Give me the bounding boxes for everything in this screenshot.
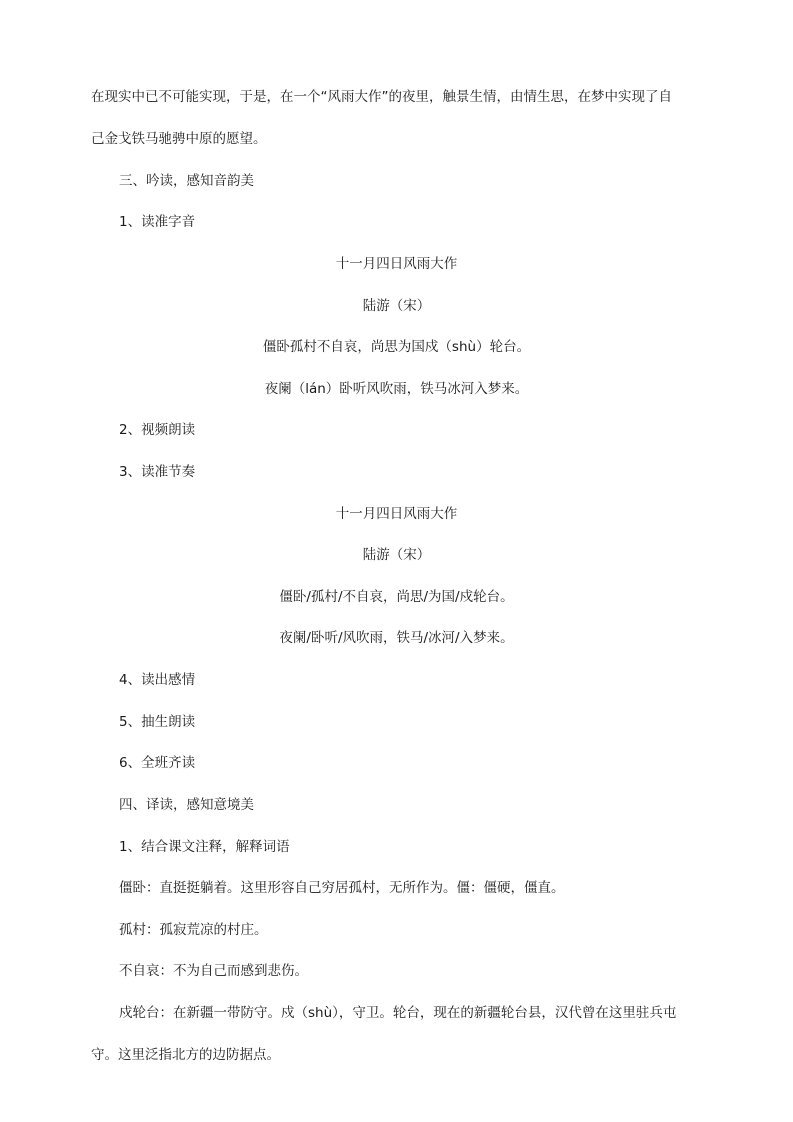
intro-paragraph-line-1: 在现实中已不可能实现，于是，在一个“风雨大作”的夜里，触景生情，由情生思，在梦中实现了自 bbox=[91, 89, 672, 105]
section-3-heading: 三、吟读，感知音韵美 bbox=[119, 173, 254, 189]
definition-2: 孤村：孤寂荒凉的村庄。 bbox=[119, 922, 268, 938]
section-3-item-5: 5、抽生朗读 bbox=[119, 714, 196, 730]
poem-1-line-2: 夜阑（lán）卧听风吹雨，铁马冰河入梦来。 bbox=[264, 381, 529, 397]
poem-2-author: 陆游（宋） bbox=[362, 547, 431, 563]
poem-2-title: 十一月四日风雨大作 bbox=[335, 506, 458, 522]
definition-1: 僵卧：直挺挺躺着。这里形容自己穷居孤村，无所作为。僵：僵硬，僵直。 bbox=[119, 880, 565, 896]
poem-2-line-2: 夜阑/卧听/风吹雨，铁马/冰河/入梦来。 bbox=[279, 630, 514, 646]
section-4-item-1: 1、结合课文注释，解释词语 bbox=[119, 839, 290, 855]
poem-2-line-1: 僵卧/孤村/不自哀，尚思/为国/戍轮台。 bbox=[279, 589, 514, 605]
section-3-item-3: 3、读准节奏 bbox=[119, 464, 196, 480]
section-3-item-2: 2、视频朗读 bbox=[119, 422, 196, 438]
section-3-item-1: 1、读准字音 bbox=[119, 214, 196, 230]
definition-4-line-1: 戍轮台：在新疆一带防守。戍（shù），守卫。轮台，现在的新疆轮台县，汉代曾在这里驻兵屯 bbox=[119, 1005, 677, 1021]
poem-1-title: 十一月四日风雨大作 bbox=[335, 256, 458, 272]
intro-paragraph-line-2: 己金戈铁马驰骋中原的愿望。 bbox=[91, 131, 267, 147]
definition-3: 不自哀：不为自己而感到悲伤。 bbox=[119, 963, 308, 979]
section-3-item-6: 6、全班齐读 bbox=[119, 755, 196, 771]
section-3-item-4: 4、读出感情 bbox=[119, 672, 196, 688]
poem-1-author: 陆游（宋） bbox=[362, 298, 431, 314]
definition-4-line-2: 守。这里泛指北方的边防据点。 bbox=[91, 1047, 280, 1063]
section-4-heading: 四、译读，感知意境美 bbox=[119, 797, 254, 813]
poem-1-line-1: 僵卧孤村不自哀，尚思为国戍（shù）轮台。 bbox=[262, 339, 531, 355]
